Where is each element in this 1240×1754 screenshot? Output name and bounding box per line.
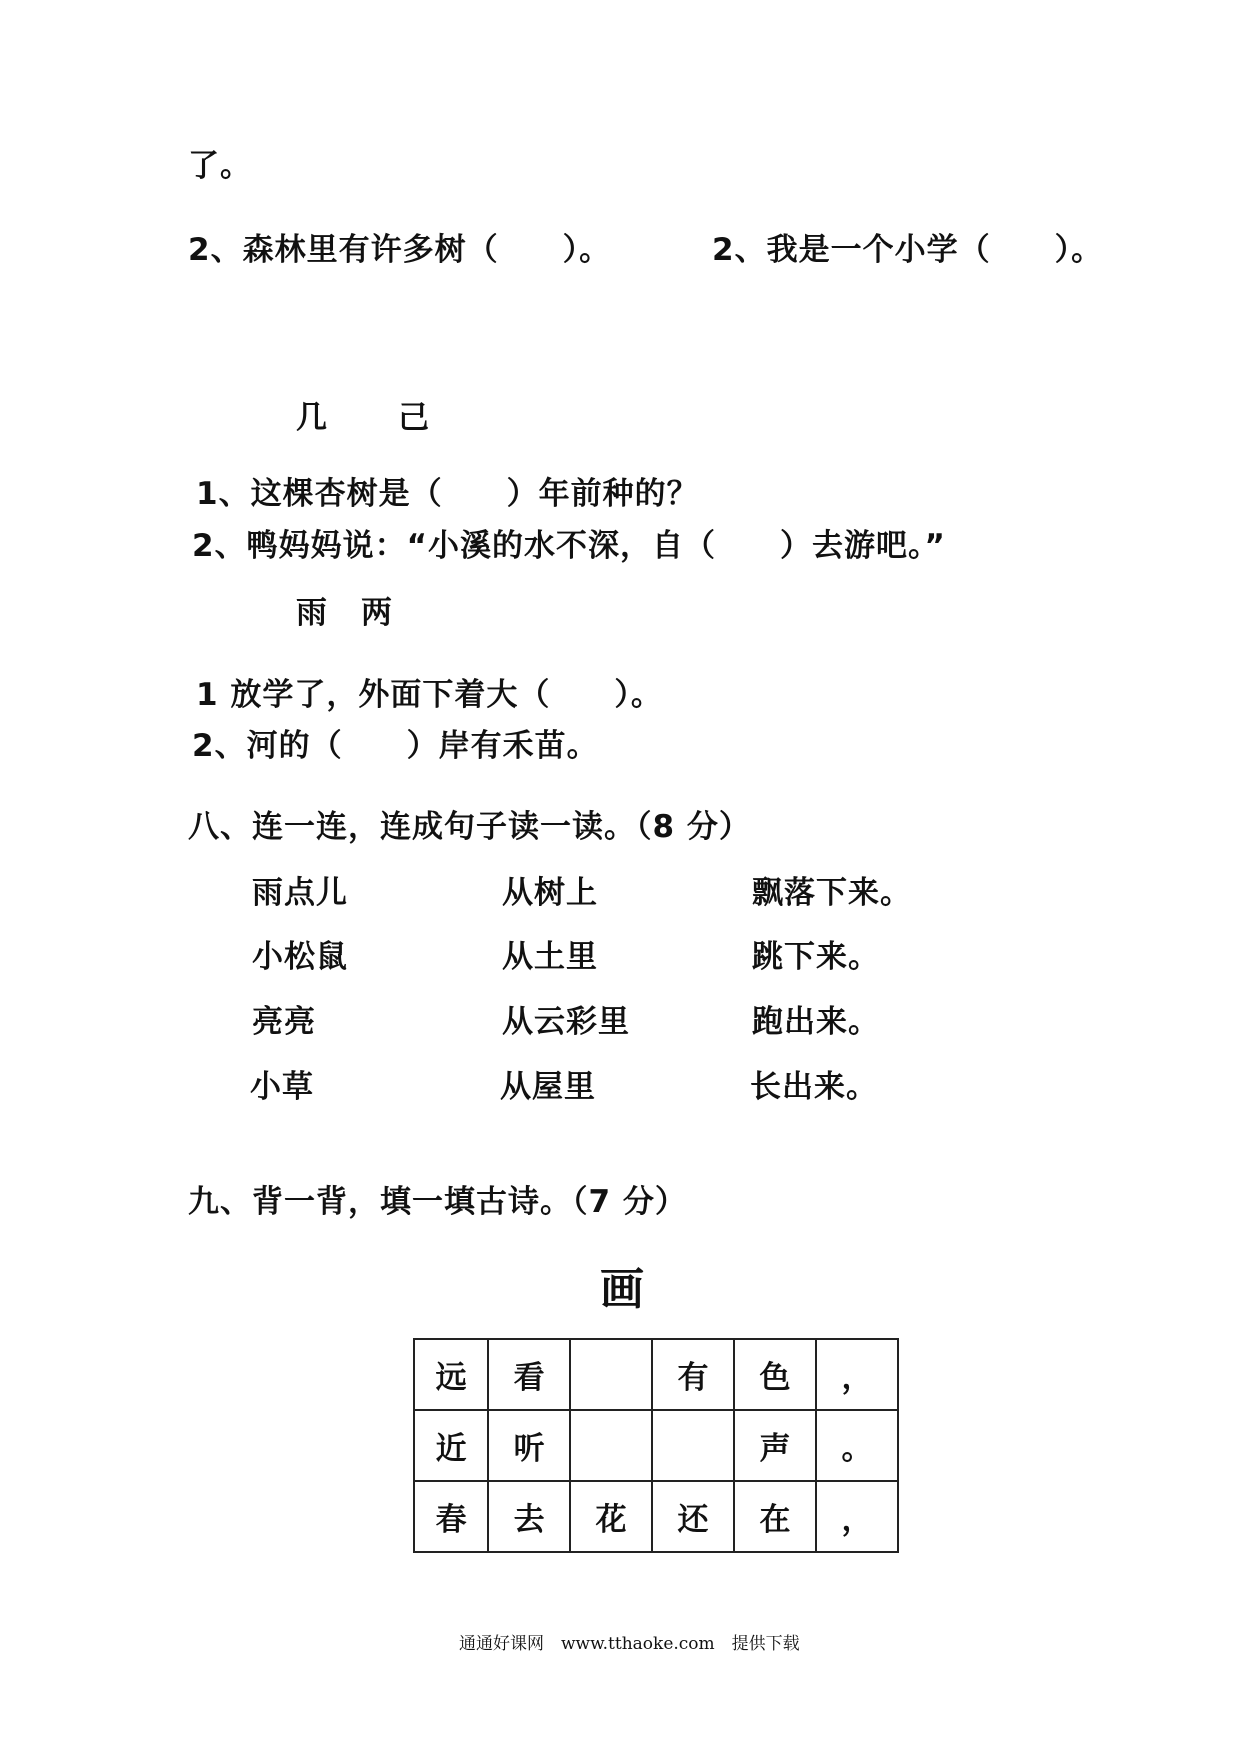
- poem-cell: 听: [488, 1410, 570, 1481]
- poem-punctuation-cell: ，: [816, 1339, 898, 1410]
- poem-cell: 声: [734, 1410, 816, 1481]
- poem-punctuation-cell: ，: [816, 1481, 898, 1552]
- continuation-text: 了。: [188, 148, 252, 184]
- fill-question-yu-2: 2、河的（ ）岸有禾苗。: [192, 728, 599, 764]
- fill-question-right-2: 2、我是一个小学（ ）。: [712, 232, 1104, 268]
- match-place: 从树上: [502, 875, 598, 911]
- poem-cell: 色: [734, 1339, 816, 1410]
- fill-question-yu-1: 1 放学了，外面下着大（ ）。: [196, 677, 663, 713]
- match-place: 从屋里: [500, 1069, 596, 1105]
- choice-word-2: 己: [398, 400, 431, 436]
- match-subject: 雨点儿: [252, 875, 348, 911]
- match-action: 跑出来。: [752, 1004, 880, 1040]
- poem-cell: 还: [652, 1481, 734, 1552]
- poem-blank-cell[interactable]: [570, 1339, 652, 1410]
- poem-cell: 春: [414, 1481, 488, 1552]
- poem-cell: 看: [488, 1339, 570, 1410]
- poem-cell: 远: [414, 1339, 488, 1410]
- section-heading: 九、背一背，填一填古诗。（7 分）: [188, 1184, 687, 1220]
- match-subject: 小松鼠: [252, 939, 348, 975]
- footer-source-text: 通通好课网 www.tthaoke.com 提供下载: [459, 1634, 800, 1654]
- poem-row: [414, 1481, 898, 1552]
- choice-word-1: 雨: [296, 595, 329, 631]
- match-action: 跳下来。: [752, 939, 880, 975]
- choice-word-2: 两: [361, 595, 394, 631]
- choice-word-1: 几: [296, 400, 329, 436]
- match-place: 从土里: [502, 939, 598, 975]
- poem-punctuation-cell: 。: [816, 1410, 898, 1481]
- poem-row: [414, 1339, 898, 1410]
- match-place: 从云彩里: [502, 1004, 630, 1040]
- section-heading: 八、连一连，连成句子读一读。（8 分）: [188, 809, 751, 845]
- match-action: 飘落下来。: [752, 875, 912, 911]
- fill-question-left-2: 2、森林里有许多树（ ）。: [188, 232, 612, 268]
- fill-question-ji-1: 1、这棵杏树是（ ）年前种的？: [196, 476, 699, 512]
- match-action: 长出来。: [750, 1069, 878, 1105]
- poem-title: 画: [600, 1264, 644, 1315]
- poem-grid: [413, 1338, 899, 1553]
- poem-blank-cell[interactable]: [652, 1410, 734, 1481]
- match-subject: 亮亮: [252, 1004, 316, 1040]
- poem-row: [414, 1410, 898, 1481]
- poem-blank-cell[interactable]: [570, 1410, 652, 1481]
- match-subject: 小草: [250, 1069, 314, 1105]
- poem-cell: 近: [414, 1410, 488, 1481]
- poem-cell: 去: [488, 1481, 570, 1552]
- poem-cell: 在: [734, 1481, 816, 1552]
- poem-cell: 花: [570, 1481, 652, 1552]
- poem-cell: 有: [652, 1339, 734, 1410]
- fill-question-ji-2: 2、鸭妈妈说：“小溪的水不深，自（ ）去游吧。”: [192, 528, 946, 564]
